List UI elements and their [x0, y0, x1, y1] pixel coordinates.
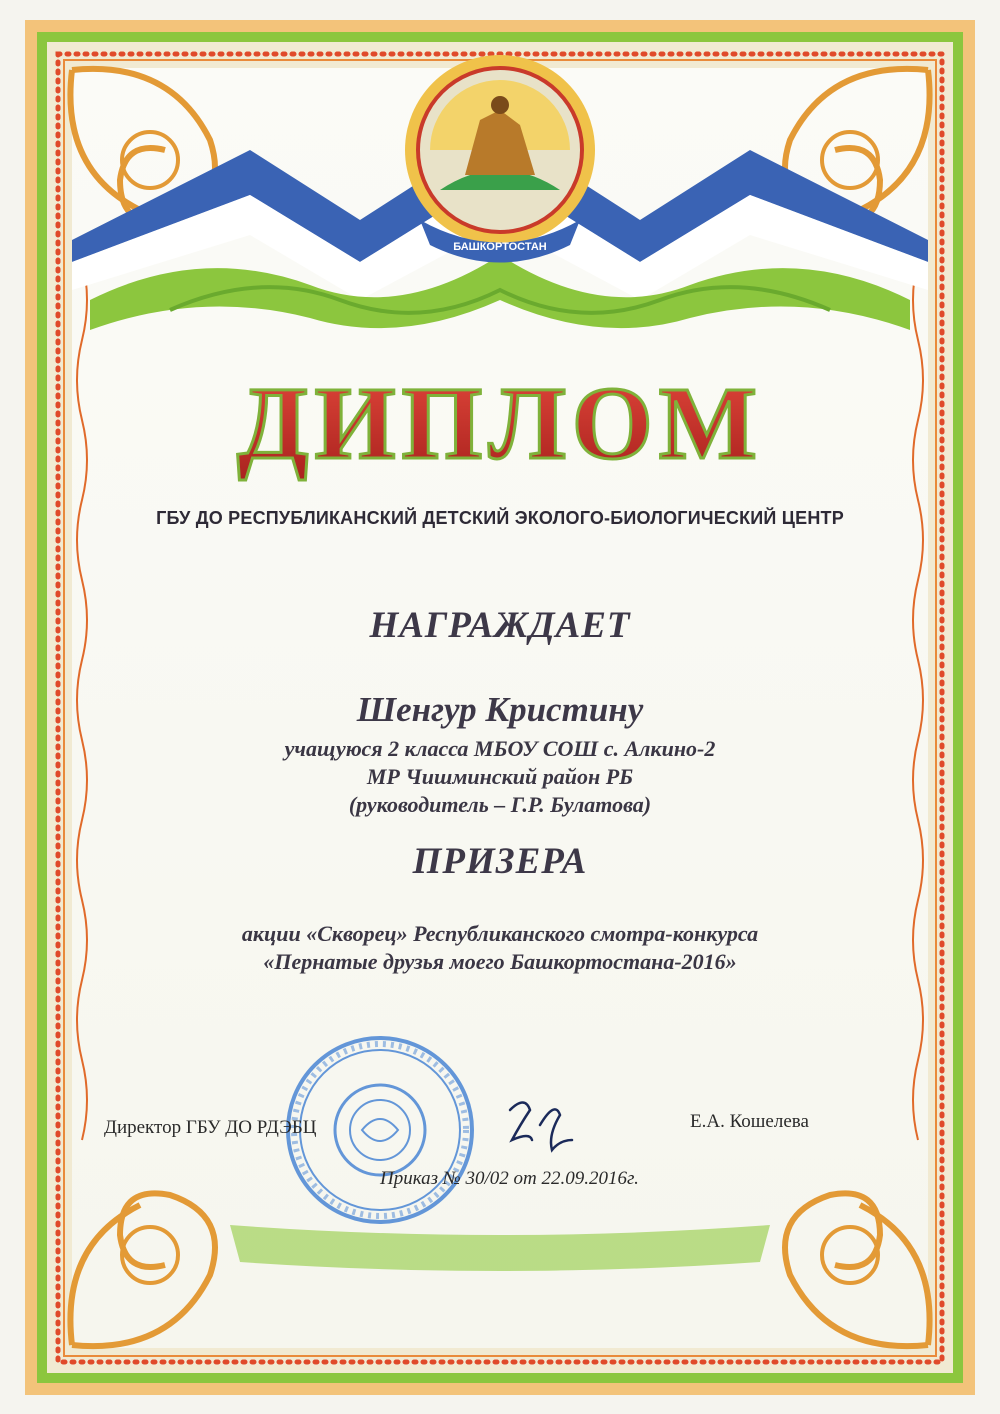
emblem-ribbon-text: БАШКОРТОСТАН — [453, 241, 547, 253]
coat-of-arms-emblem — [405, 55, 595, 263]
director-name: Е.А. Кошелева — [690, 1111, 809, 1132]
recipient-student-line: учащуюся 2 класса МБОУ СОШ с. Алкино-2 — [284, 736, 716, 761]
contest-line-2: «Пернатые друзья моего Башкортостана-2016» — [263, 949, 737, 974]
director-title: Директор ГБУ ДО РДЭБЦ — [104, 1117, 317, 1138]
organization-name: ГБУ ДО РЕСПУБЛИКАНСКИЙ ДЕТСКИЙ ЭКОЛОГО-БИОЛОГИЧЕСКИЙ ЦЕНТР — [156, 508, 844, 528]
recipient-name: Шенгур Кристину — [356, 690, 644, 729]
prize-label: ПРИЗЕРА — [412, 841, 588, 882]
awards-label: НАГРАЖДАЕТ — [369, 605, 631, 646]
order-reference: Приказ № 30/02 от 22.09.2016г. — [380, 1168, 639, 1189]
recipient-leader-line: (руководитель – Г.Р. Булатова) — [348, 792, 652, 817]
diploma-title: ДИПЛОМ — [237, 366, 763, 481]
contest-line-1: акции «Скворец» Республиканского смотра-конкурса — [241, 921, 759, 946]
recipient-district-line: МР Чишминский район РБ — [366, 764, 634, 789]
